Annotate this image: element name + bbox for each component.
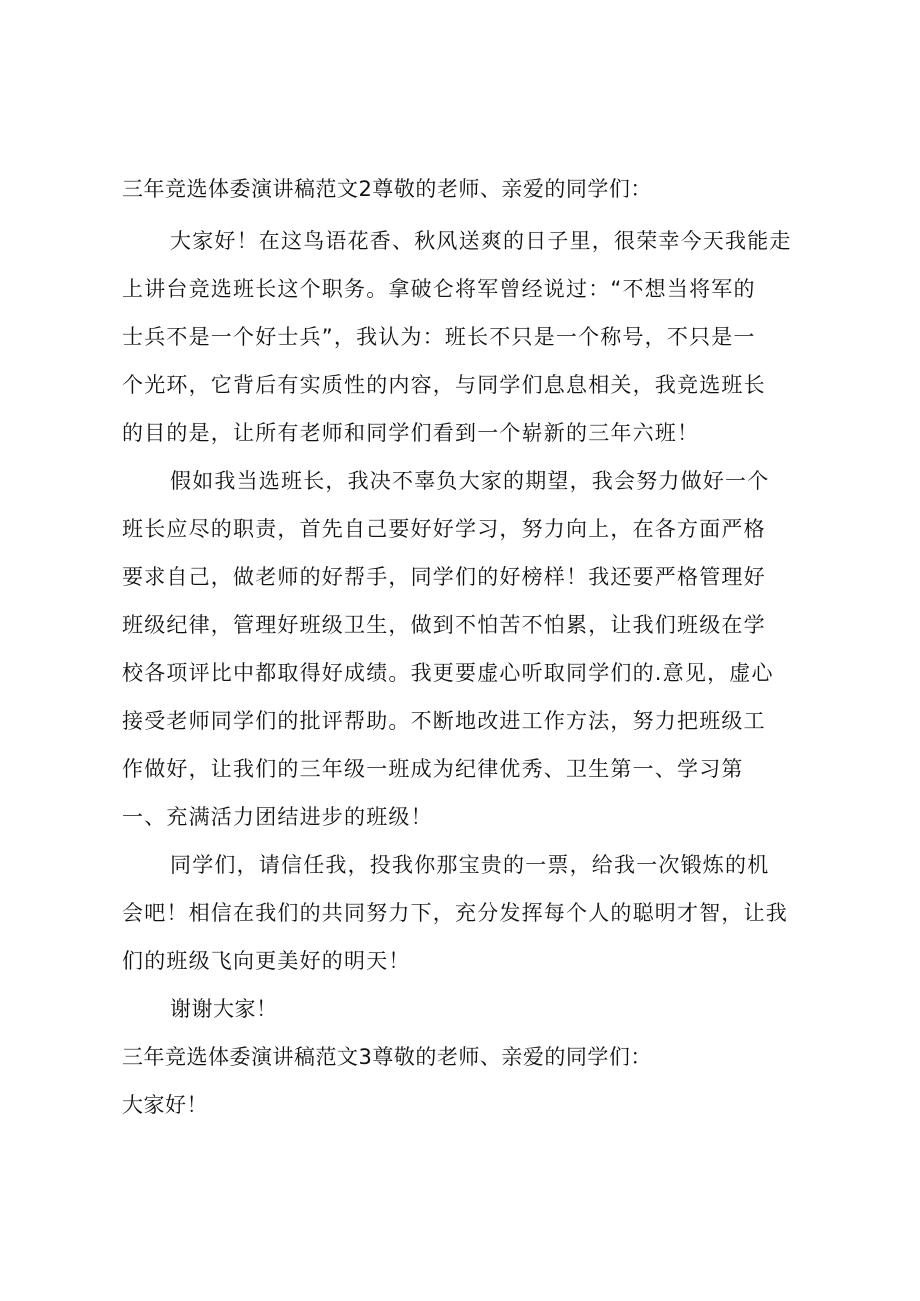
paragraph-line: 上讲台竞选班长这个职务。拿破仑将军曾经说过：“不想当将军的 — [122, 277, 756, 301]
paragraph-line: 同学们，请信任我，投我你那宝贵的一票，给我一次锻炼的机 — [170, 853, 770, 877]
paragraph-line: 们的班级飞向更美好的明天！ — [122, 949, 411, 973]
paragraph-line: 一、充满活力团结进步的班级！ — [122, 805, 433, 829]
paragraph-line: 要求自己，做老师的好帮手，同学们的好榜样！我还要严格管理好 — [122, 565, 766, 589]
heading-line-2: 三年竞选体委演讲稿范文2尊敬的老师、亲爱的同学们： — [122, 177, 652, 201]
paragraph-line: 校各项评比中都取得好成绩。我更要虚心听取同学们的.意见，虚心 — [122, 661, 774, 685]
heading-line-3: 三年竞选体委演讲稿范文3尊敬的老师、亲爱的同学们： — [122, 1045, 652, 1069]
paragraph-line: 的目的是，让所有老师和同学们看到一个崭新的三年六班！ — [122, 421, 700, 445]
paragraph-line: 假如我当选班长，我决不辜负大家的期望，我会努力做好一个 — [170, 469, 770, 493]
paragraph-line: 士兵不是一个好士兵”，我认为：班长不只是一个称号，不只是一 — [122, 325, 756, 349]
paragraph-line: 会吧！相信在我们的共同努力下，充分发挥每个人的聪明才智，让我 — [122, 901, 788, 925]
closing-line: 谢谢大家！ — [170, 997, 278, 1021]
paragraph-line: 班长应尽的职责，首先自己要好好学习，努力向上，在各方面严格 — [122, 517, 766, 541]
paragraph-line: 班级纪律，管理好班级卫生，做到不怕苦不怕累，让我们班级在学 — [122, 613, 766, 637]
paragraph-line: 个光环，它背后有实质性的内容，与同学们息息相关，我竞选班长 — [122, 373, 766, 397]
paragraph-line: 作做好，让我们的三年级一班成为纪律优秀、卫生第一、学习第 — [122, 757, 744, 781]
greeting-line: 大家好！ — [122, 1093, 208, 1117]
paragraph-line: 接受老师同学们的批评帮助。不断地改进工作方法，努力把班级工 — [122, 709, 766, 733]
paragraph-line: 大家好！在这鸟语花香、秋风送爽的日子里，很荣幸今天我能走 — [170, 229, 792, 253]
